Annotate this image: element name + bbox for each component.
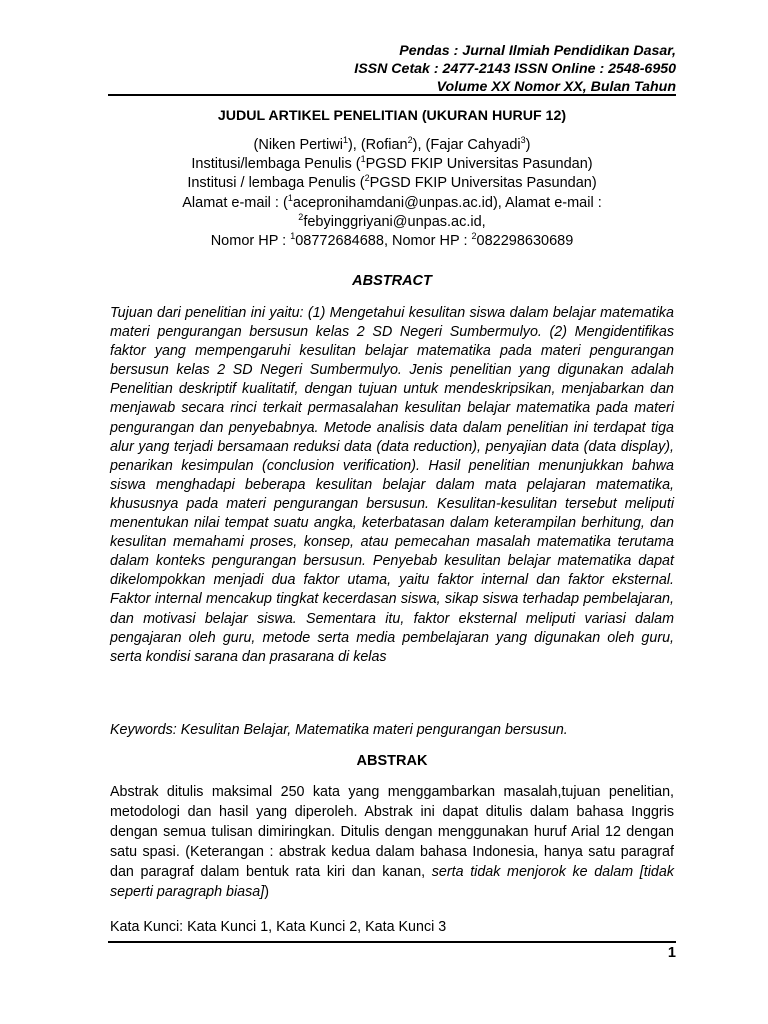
author-3-sup: 3	[520, 135, 526, 146]
abstrak-keywords: Kata Kunci: Kata Kunci 1, Kata Kunci 2, Kata Kunci 3	[110, 919, 447, 935]
institution-1-sup: 1	[360, 154, 366, 165]
author-1-sup: 1	[342, 135, 348, 146]
phone-1: 08772684688, Nomor HP :	[295, 233, 472, 250]
phone-2-sup: 2	[471, 231, 477, 242]
abstract-body: Tujuan dari penelitian ini yaitu: (1) Mengetahui kesulitan siswa dalam belajar matematika materi pengurangan bersusun kelas 2 SD Negeri Sumbermulyo. (2) Mengidentifikas faktor yang mempengaruhi kesulitan belajar matematika pada materi pengurangan bersusun kelas 2 SD Negeri Sumbermulyo. Jenis penelitian yang digunakan adalah Penelitian deskriptif kualitatif, dengan tujuan untuk mendeskripsikan, menjabarkan dan menjawab secara rinci terkait permasalahan kesulitan belajar matematika pada materi pengurangan dan penyebabnya. Metode analisis data dalam penelitian ini terdapat tiga alur yang terjadi bersamaan reduksi data (data reduction), penyajian data (data display), penarikan kesimpulan (conclusion verification). Hasil penelitian menunjukkan bahwa siswa menghadapi beberapa kesulitan belajar dalam mata pelajaran matematika, khususnya pada materi pengurangan bersusun. Kesulitan-kesulitan tersebut meliputi menentukan nilai tempat suatu angka, keterbatasan dalam keterampilan berhitung, dan kesulitan memahami proses, konsep, atau pemecahan masalah matematika terutama dalam konteks pengurangan bersusun. Penyebab kesulitan belajar matematika dapat dikelompokkan menjadi dua faktor utama, yaitu faktor internal dan faktor eksternal. Faktor internal mencakup tingkat kecerdasan siswa, sikap siswa terhadap pembelajaran, dan motivasi belajar siswa. Sementara itu, faktor eksternal meliputi variasi dalam pengajaran oleh guru, metode serta media pembelajaran yang digunakan oleh guru, serta kondisi sarana dan prasarana di kelas	[110, 305, 674, 665]
institution-1	[108, 155, 676, 174]
email-1-sup: 1	[287, 192, 293, 203]
footer-divider	[108, 941, 676, 943]
author-3: ), (Fajar Cahyadi	[412, 137, 521, 153]
phone-label: Nomor HP :	[210, 233, 291, 250]
journal-volume: Volume XX Nomor XX, Bulan Tahun	[436, 79, 676, 95]
abstrak-body-end: )	[264, 884, 269, 900]
author-2-sup: 2	[407, 135, 413, 146]
header-divider	[108, 94, 676, 96]
abstrak-body	[110, 782, 674, 902]
email-line-2	[108, 213, 676, 232]
email-label: Alamat e-mail : (	[182, 194, 288, 211]
article-title: JUDUL ARTIKEL PENELITIAN (UKURAN HURUF 12)	[217, 108, 567, 124]
institution-2-name: PGSD FKIP Universitas Pasundan)	[369, 175, 597, 192]
journal-name: Pendas : Jurnal Ilmiah Pendidikan Dasar,	[399, 43, 676, 59]
phone-1-sup: 1	[290, 231, 296, 242]
email-1: acepronihamdani@unpas.ac.id), Alamat e-mail :	[292, 194, 602, 211]
journal-header	[354, 42, 676, 96]
abstrak-body-italic: serta tidak menjorok ke dalam [tidak seperti paragraph biasa]	[110, 864, 674, 900]
author-block	[108, 136, 676, 251]
page-number: 1	[667, 945, 676, 961]
abstrak-body-text: Abstrak ditulis maksimal 250 kata yang menggambarkan masalah,tujuan penelitian, metodologi dan hasil yang diperoleh. Abstrak ini dapat ditulis dalam bahasa Inggris dengan semua tulisan dimiringkan. Ditulis dengan menggunakan huruf Arial 12 dengan satu spasi. (Keterangan : abstrak kedua dalam bahasa Indonesia, hanya satu paragraf dan paragraf dalam bentuk rata kiri dan kanan,	[110, 784, 674, 880]
institution-2-pre: Institusi / lembaga Penulis (	[187, 175, 365, 192]
author-1: (Niken Pertiwi	[253, 137, 343, 153]
abstract-keywords: Keywords: Kesulitan Belajar, Matematika materi pengurangan bersusun.	[110, 722, 568, 738]
author-2: ), (Rofian	[347, 137, 408, 153]
institution-2-sup: 2	[364, 173, 370, 184]
institution-1-name: PGSD FKIP Universitas Pasundan)	[365, 156, 593, 173]
institution-2	[108, 174, 676, 193]
email-2: febyinggriyani@unpas.ac.id,	[303, 213, 486, 230]
institution-1-pre: Institusi/lembaga Penulis (	[191, 156, 361, 173]
phone-line	[108, 232, 676, 251]
abstract-heading: ABSTRACT	[352, 273, 432, 289]
phone-2: 082298630689	[476, 233, 574, 250]
author-3-close: )	[525, 137, 531, 153]
journal-issn: ISSN Cetak : 2477-2143 ISSN Online : 2548-6950	[354, 61, 676, 77]
abstrak-heading: ABSTRAK	[356, 753, 428, 769]
author-names	[108, 136, 676, 155]
email-line-1	[108, 194, 676, 213]
email-2-sup: 2	[298, 211, 304, 222]
